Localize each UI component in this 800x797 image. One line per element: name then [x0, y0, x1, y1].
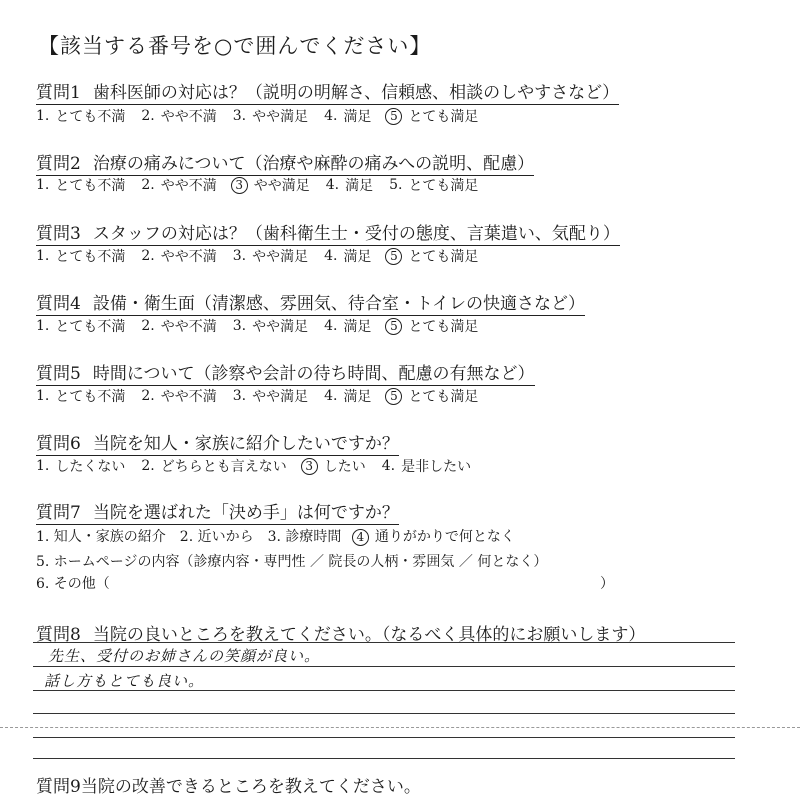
option-label: したい	[323, 459, 366, 475]
question-4-options	[36, 316, 494, 336]
question-7-row-1: 1. 知人・家族の紹介 2. 近いから 3. 診療時間 4 通りがかりで何となく	[36, 529, 515, 545]
option-1	[36, 106, 125, 126]
option-4	[324, 246, 371, 266]
option-label: 是非したい	[401, 459, 472, 475]
option-4	[324, 316, 371, 336]
option-1	[36, 246, 125, 266]
option-label: 満足	[343, 389, 372, 405]
option-2	[141, 456, 286, 476]
option-3	[233, 386, 308, 406]
option-1	[36, 175, 125, 195]
question-7: 質問7 当院を選ばれた「決め手」は何ですか？	[36, 503, 399, 523]
question-3-options	[36, 246, 494, 266]
option-label: とても不満	[55, 389, 126, 405]
option-number: 1.	[36, 108, 50, 124]
option-label: とても満足	[408, 178, 479, 194]
handwritten-answer-1: 先生、受付のお姉さんの笑顔が良い。	[48, 647, 321, 665]
option-number: 5.	[389, 177, 403, 193]
option-label: やや満足	[252, 249, 309, 265]
option-4	[324, 106, 371, 126]
option-label: 満足	[343, 249, 372, 265]
question-2-options	[36, 175, 494, 195]
option-3	[233, 316, 308, 336]
question-6-options	[36, 456, 487, 476]
option-number: 1.	[36, 248, 50, 264]
instruction-title: 【該当する番号を○で囲んでください】	[38, 34, 432, 58]
question-7-row-3-close: ）	[600, 576, 614, 592]
option-number: 2.	[141, 177, 155, 193]
option-label: 満足	[345, 178, 374, 194]
answer-line	[33, 642, 735, 643]
option-label: やや満足	[252, 319, 309, 335]
option-2	[141, 316, 216, 336]
answer-line	[33, 737, 735, 738]
option-1	[36, 316, 125, 336]
option-label: やや満足	[252, 109, 309, 125]
option-label: とても不満	[55, 249, 126, 265]
question-1: 質問1 歯科医師の対応は？（説明の明解さ、信頼感、相談のしやすさなど）	[36, 83, 620, 103]
option-label: とても満足	[408, 389, 479, 405]
option-number: 3.	[232, 318, 247, 334]
option-1	[36, 456, 125, 476]
option-4	[382, 456, 471, 476]
option-5	[387, 246, 478, 266]
option-number: 2.	[141, 388, 155, 404]
option-number: 1.	[36, 458, 50, 474]
option-label: やや不満	[160, 249, 217, 265]
option-label: とても不満	[55, 319, 126, 335]
option-label: とても不満	[55, 178, 126, 194]
option-number: 3.	[232, 388, 247, 404]
option-number: 4.	[325, 177, 340, 193]
answer-line	[33, 666, 735, 667]
question-9: 質問9当院の改善できるところを教えてください。	[36, 777, 421, 797]
option-label: とても満足	[408, 109, 479, 125]
question-4: 質問4 設備・衛生面（清潔感、雰囲気、待合室・トイレの快適さなど）	[36, 294, 585, 314]
option-label: とても満足	[408, 319, 479, 335]
page-fold-line	[0, 727, 800, 728]
question-7-row-2: 5. ホームページの内容（診療内容・専門性 ／ 院長の人柄・雰囲気 ／ 何となく）	[36, 554, 548, 570]
option-2	[141, 246, 216, 266]
option-3	[233, 246, 308, 266]
selected-option-circle: 4	[352, 529, 369, 546]
option-number: 4.	[324, 318, 338, 334]
option-5	[387, 106, 478, 126]
option-number: 4.	[324, 388, 338, 404]
option-number: 4.	[381, 458, 396, 474]
option-4	[324, 386, 371, 406]
option-label: とても満足	[408, 249, 479, 265]
question-2: 質問2 治療の痛みについて（治療や麻酔の痛みへの説明、配慮）	[36, 154, 535, 174]
option-2	[141, 386, 216, 406]
handwritten-answer-2: 話し方もとても良い。	[44, 672, 205, 690]
option-label: 満足	[343, 319, 372, 335]
question-5-options	[36, 386, 494, 406]
option-3	[233, 106, 308, 126]
question-6: 質問6 当院を知人・家族に紹介したいですか？	[36, 434, 399, 454]
option-label: やや満足	[253, 178, 310, 194]
option-5	[389, 175, 478, 195]
option-label: やや不満	[160, 319, 217, 335]
option-number: 3.	[232, 108, 247, 124]
option-2	[141, 106, 216, 126]
question-8: 質問8 当院の良いところを教えてください。（なるべく具体的にお願いします）	[36, 625, 646, 645]
option-5	[387, 316, 478, 336]
selected-option-circle: 3	[301, 458, 318, 475]
option-label: とても不満	[55, 109, 126, 125]
selected-option-circle: 5	[385, 388, 402, 405]
option-number: 2.	[141, 248, 155, 264]
option-label: やや不満	[160, 389, 217, 405]
question-5: 質問5 時間について（診察や会計の待ち時間、配慮の有無など）	[36, 364, 535, 384]
option-number: 4.	[324, 248, 338, 264]
option-2	[141, 175, 216, 195]
question-1-options	[36, 106, 494, 126]
answer-line	[33, 713, 735, 714]
option-label: やや満足	[252, 389, 309, 405]
option-3	[303, 456, 366, 476]
selected-option-circle: 3	[231, 177, 248, 194]
selected-option-circle: 5	[385, 108, 402, 125]
option-label: やや不満	[160, 109, 217, 125]
option-label: したくない	[55, 459, 126, 475]
option-3	[233, 175, 310, 195]
option-label: 満足	[343, 109, 372, 125]
option-number: 2.	[141, 108, 155, 124]
option-number: 2.	[141, 318, 155, 334]
option-4	[326, 175, 373, 195]
option-1	[36, 386, 125, 406]
question-3: 質問3 スタッフの対応は？（歯科衛生士・受付の態度、言葉遣い、気配り）	[36, 224, 620, 244]
option-number: 3.	[232, 248, 247, 264]
option-5	[387, 386, 478, 406]
option-number: 2.	[141, 458, 155, 474]
option-label: やや不満	[160, 178, 217, 194]
option-number: 1.	[36, 318, 50, 334]
option-number: 4.	[324, 108, 338, 124]
answer-line	[33, 690, 735, 691]
selected-option-circle: 5	[385, 318, 402, 335]
selected-option-circle: 5	[385, 248, 402, 265]
option-number: 1.	[36, 177, 50, 193]
option-number: 1.	[36, 388, 50, 404]
question-7-row-3: 6. その他（	[36, 576, 110, 592]
answer-line	[33, 758, 735, 759]
option-label: どちらとも言えない	[160, 459, 287, 475]
